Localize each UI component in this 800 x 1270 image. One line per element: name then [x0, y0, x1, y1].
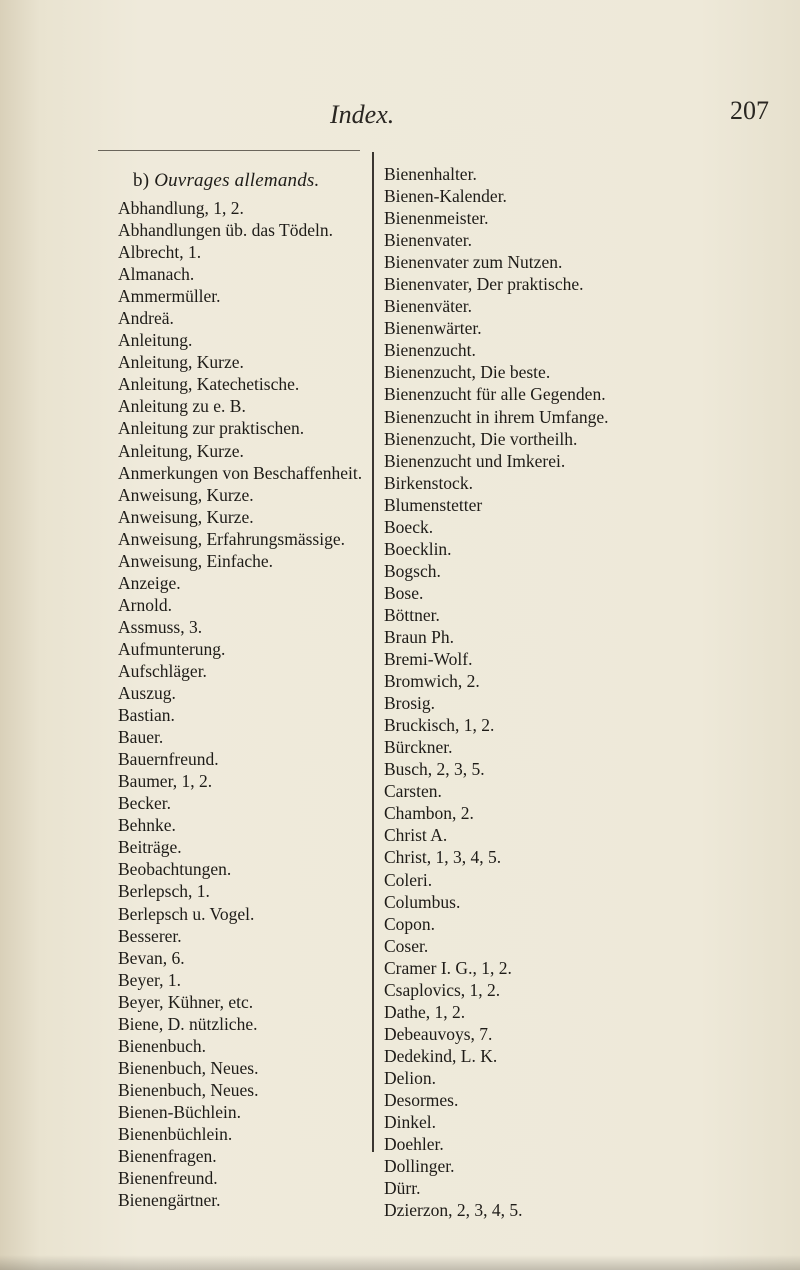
- index-entry: Delion.: [384, 1067, 437, 1088]
- index-entry: Bienen-Kalender.: [384, 186, 507, 207]
- index-entry: Bevan, 6.: [118, 947, 185, 968]
- index-entry: Ammermüller.: [118, 286, 221, 307]
- index-entry: Boeck.: [384, 516, 434, 537]
- index-entry: Brosig.: [384, 693, 436, 714]
- running-header-title: Index.: [330, 100, 395, 129]
- index-entry: Doehler.: [384, 1134, 444, 1155]
- index-entry: Anleitung zu e. B.: [118, 396, 246, 417]
- index-entry: Bienenzucht.: [384, 340, 476, 361]
- index-entry: Anmerkungen von Beschaffenheit.: [118, 462, 363, 483]
- index-entry: Dedekind, L. K.: [384, 1045, 498, 1066]
- index-entry: Bürckner.: [384, 737, 453, 758]
- index-entry: Bienen-Büchlein.: [118, 1101, 241, 1122]
- index-entry: Anleitung zur praktischen.: [118, 418, 305, 439]
- section-label: b): [133, 170, 150, 191]
- index-entry: Bienenvater zum Nutzen.: [384, 252, 563, 273]
- index-entry: Beyer, Kühner, etc.: [118, 991, 254, 1012]
- index-entry: Bienenzucht, Die vortheilh.: [384, 428, 578, 449]
- index-entry: Abhandlungen üb. das Tödeln.: [118, 220, 333, 241]
- index-entry: Bienenväter.: [384, 296, 472, 317]
- index-entry: Almanach.: [118, 264, 195, 285]
- index-entry: Cramer I. G., 1, 2.: [384, 957, 512, 978]
- index-entry: Berlepsch u. Vogel.: [118, 903, 255, 924]
- index-entry: Anleitung, Kurze.: [118, 352, 244, 373]
- index-entry: Anweisung, Einfache.: [118, 550, 274, 571]
- index-entry: Bienenzucht, Die beste.: [384, 362, 551, 383]
- index-entry: Bogsch.: [384, 560, 441, 581]
- index-entry: Anweisung, Erfahrungsmässige.: [118, 528, 345, 549]
- index-entry: Anleitung.: [118, 330, 193, 351]
- index-entry: Dürr.: [384, 1178, 421, 1199]
- index-entry: Bremi-Wolf.: [384, 649, 473, 670]
- index-entry: Bienenfragen.: [118, 1146, 217, 1167]
- index-entry: Bienenzucht in ihrem Umfange.: [384, 406, 609, 427]
- index-entry: Birkenstock.: [384, 472, 473, 493]
- index-entry: Blumenstetter: [384, 494, 483, 515]
- index-entry: Bauernfreund.: [118, 749, 219, 770]
- section-rule: [98, 150, 360, 151]
- index-entry: Albrecht, 1.: [118, 242, 202, 263]
- index-entry: Bienenbuch, Neues.: [118, 1057, 259, 1078]
- index-entry: Bromwich, 2.: [384, 671, 480, 692]
- index-entry: Bienengärtner.: [118, 1190, 221, 1211]
- index-entry: Boecklin.: [384, 538, 452, 559]
- index-entry: Busch, 2, 3, 5.: [384, 759, 485, 780]
- index-entry: Bienenzucht für alle Gegenden.: [384, 384, 606, 405]
- index-entry: Bose.: [384, 582, 424, 603]
- index-entry: Bienenvater, Der praktische.: [384, 274, 584, 295]
- index-entry: Beyer, 1.: [118, 969, 181, 990]
- index-entry: Christ A.: [384, 825, 448, 846]
- index-entry: Bienenbuch.: [118, 1035, 206, 1056]
- index-entry: Anzeige.: [118, 572, 181, 593]
- index-entry: Behnke.: [118, 815, 176, 836]
- index-entry: Coleri.: [384, 869, 433, 890]
- left-index-column: [118, 197, 362, 1211]
- index-entry: Bienenbuch, Neues.: [118, 1079, 259, 1100]
- index-entry: Andreä.: [118, 308, 174, 329]
- index-entry: Bruckisch, 1, 2.: [384, 715, 495, 736]
- index-entry: Assmuss, 3.: [118, 616, 203, 637]
- index-entry: Becker.: [118, 793, 171, 814]
- right-index-column: [384, 163, 609, 1221]
- index-entry: Bienenbüchlein.: [118, 1123, 233, 1144]
- index-entry: Columbus.: [384, 891, 461, 912]
- index-entry: Abhandlung, 1, 2.: [118, 198, 244, 218]
- index-entry: Beiträge.: [118, 837, 182, 858]
- index-entry: Braun Ph.: [384, 626, 454, 647]
- index-entry: Bauer.: [118, 727, 164, 748]
- index-entry: Bienenzucht und Imkerei.: [384, 450, 566, 471]
- index-entry: Dzierzon, 2, 3, 4, 5.: [384, 1200, 523, 1221]
- index-entry: Debeauvoys, 7.: [384, 1023, 493, 1044]
- index-entry: Desormes.: [384, 1089, 459, 1110]
- index-entry: Bienenhalter.: [384, 164, 477, 184]
- index-entry: Bastian.: [118, 705, 175, 726]
- index-entry: Böttner.: [384, 604, 440, 625]
- index-entry: Beobachtungen.: [118, 859, 232, 880]
- index-entry: Besserer.: [118, 925, 182, 946]
- index-entry: Biene, D. nützliche.: [118, 1013, 258, 1034]
- index-entry: Aufschläger.: [118, 660, 207, 681]
- section-title: Ouvrages allemands.: [154, 170, 320, 191]
- index-entry: Csaplovics, 1, 2.: [384, 979, 501, 1000]
- page-edge-shadow: [0, 1255, 800, 1270]
- index-entry: Arnold.: [118, 594, 172, 615]
- index-entry: Bienenmeister.: [384, 208, 489, 229]
- index-entry: Copon.: [384, 913, 436, 934]
- index-entry: Baumer, 1, 2.: [118, 771, 213, 792]
- index-entry: Chambon, 2.: [384, 803, 474, 824]
- index-entry: Dinkel.: [384, 1112, 437, 1133]
- index-entry: Anweisung, Kurze.: [118, 506, 254, 527]
- index-entry: Anleitung, Katechetische.: [118, 374, 300, 395]
- column-divider: [372, 152, 374, 1152]
- index-entry: Bienenfreund.: [118, 1168, 218, 1189]
- index-entry: Aufmunterung.: [118, 638, 226, 659]
- index-entry: Auszug.: [118, 683, 176, 704]
- index-entry: Bienenvater.: [384, 230, 472, 251]
- index-entry: Bienenwärter.: [384, 318, 482, 339]
- page-number: 207: [730, 96, 769, 125]
- index-entry: Carsten.: [384, 781, 442, 802]
- index-entry: Anleitung, Kurze.: [118, 440, 244, 461]
- index-entry: Coser.: [384, 935, 429, 956]
- index-entry: Dollinger.: [384, 1156, 455, 1177]
- index-entry: Dathe, 1, 2.: [384, 1001, 466, 1022]
- section-heading: [133, 170, 319, 192]
- index-entry: Anweisung, Kurze.: [118, 484, 254, 505]
- index-entry: Berlepsch, 1.: [118, 881, 210, 902]
- index-entry: Christ, 1, 3, 4, 5.: [384, 847, 502, 868]
